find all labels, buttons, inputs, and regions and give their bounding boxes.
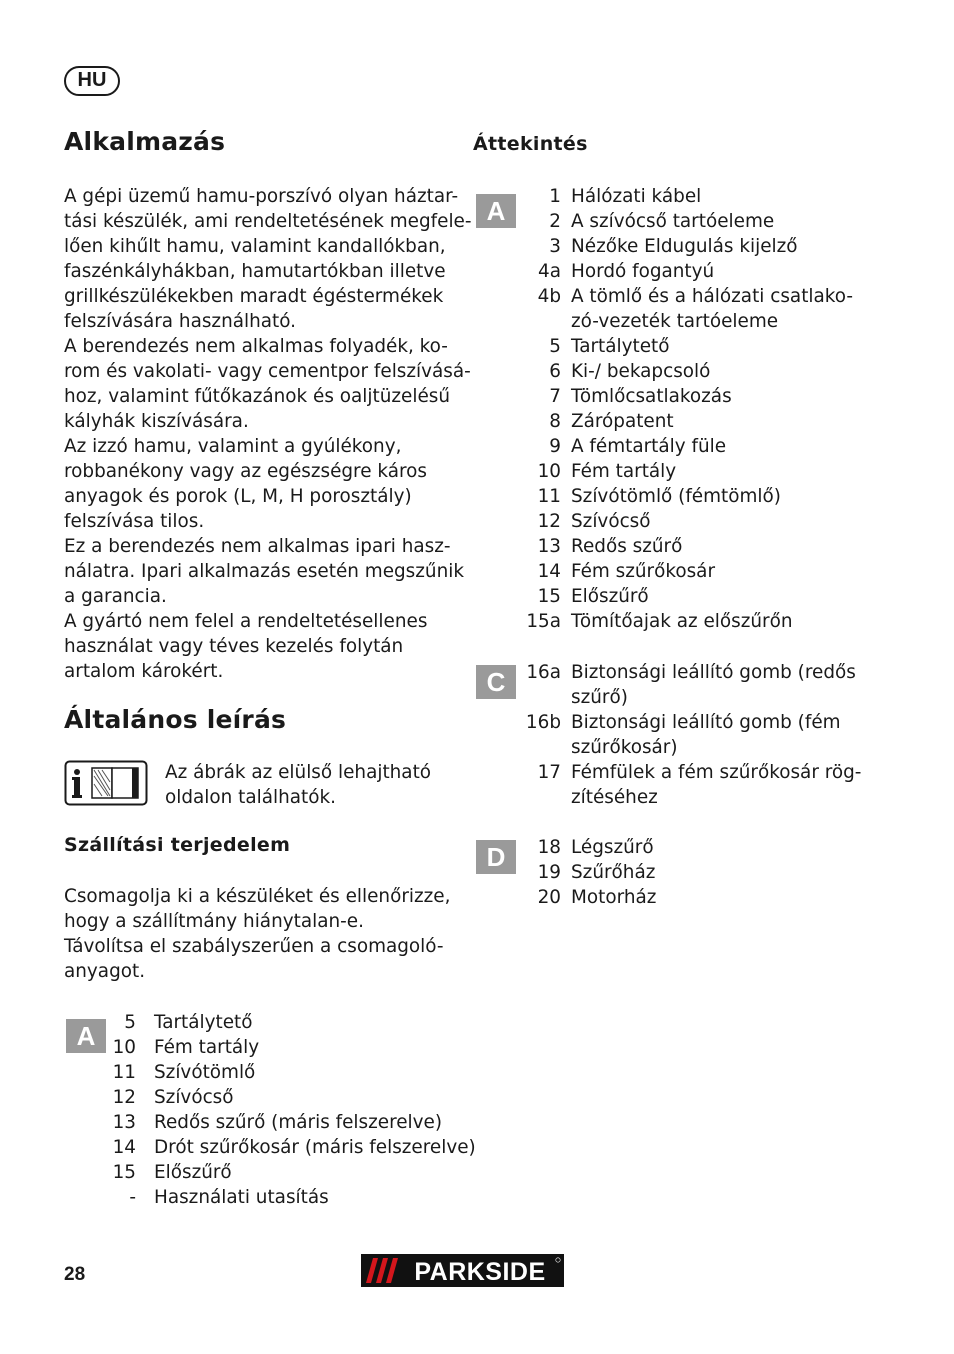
- info-note-line: Az ábrák az elülső lehajtható: [165, 762, 432, 783]
- item-label-continued: zítéséhez: [571, 787, 658, 808]
- heading-szallitasi-terjedelem: Szállítási terjedelem: [64, 834, 291, 856]
- text-line: anyagot.: [64, 961, 146, 982]
- item-number: 12: [112, 1087, 136, 1108]
- text-line: hoz, valamint fűtőkazánok és oaljtüzelésű: [64, 386, 451, 407]
- item-label: Előszűrő: [154, 1162, 232, 1183]
- text-line: A berendezés nem alkalmas folyadék, ko-: [64, 336, 448, 357]
- text-line: Csomagolja ki a készüléket és ellenőrizze,: [64, 886, 451, 907]
- text-line: rom és vakolati- vagy cementpor felszívásá-: [64, 361, 471, 382]
- item-label: Fém tartály: [571, 461, 677, 482]
- item-label: Fém szűrőkosár: [571, 561, 716, 582]
- item-number: 13: [537, 536, 561, 557]
- item-label-continued: szűrő): [571, 687, 628, 708]
- text-line: Távolítsa el szabályszerűen a csomagoló-: [64, 936, 444, 957]
- item-label: Szívótömlő (fémtömlő): [571, 486, 781, 507]
- list-item: [64, 1135, 476, 1160]
- heading-attekintes: Áttekintés: [473, 133, 588, 155]
- list-item: [473, 334, 893, 359]
- item-label: Redős szűrő: [571, 536, 683, 557]
- item-number: 17: [537, 762, 561, 783]
- item-number: 19: [537, 862, 561, 883]
- list-item: [473, 484, 893, 509]
- item-label: Biztonsági leállító gomb (redős: [571, 662, 856, 683]
- item-label: Motorház: [571, 887, 657, 908]
- overview-list-a: [473, 184, 893, 634]
- text-line: használat vagy téves kezelés folytán: [64, 636, 404, 657]
- list-item: [64, 1110, 464, 1135]
- list-item: [473, 409, 893, 434]
- text-line: robbanékony vagy az egészségre káros: [64, 461, 427, 482]
- figure-label-d: D: [476, 840, 516, 874]
- scope-list: [64, 1010, 476, 1210]
- list-item: [473, 434, 893, 459]
- item-number: 6: [549, 361, 561, 382]
- text-line: kályhák kiszívására.: [64, 411, 249, 432]
- item-label: Szűrőház: [571, 862, 656, 883]
- info-note-line: oldalon találhatók.: [165, 787, 337, 808]
- text-line: anyagok és porok (L, M, H porosztály): [64, 486, 412, 507]
- heading-altalanos-leiras: Általános leírás: [64, 705, 287, 734]
- text-line: A gépi üzemű hamu-porszívó olyan háztar-: [64, 186, 459, 207]
- overview-list-d: [473, 835, 893, 910]
- item-label: Biztonsági leállító gomb (fém: [571, 712, 841, 733]
- list-item: [64, 1085, 464, 1110]
- item-label: Drót szűrőkosár (máris felszerelve): [154, 1137, 476, 1158]
- item-label: Előszűrő: [571, 586, 649, 607]
- list-item: [473, 584, 893, 609]
- text-line: faszénkályhákban, hamutartókban illetve: [64, 261, 446, 282]
- info-note: [165, 760, 432, 810]
- item-number: 10: [537, 461, 561, 482]
- item-label: Légszűrő: [571, 837, 654, 858]
- list-item: [473, 359, 893, 384]
- list-item: [473, 209, 893, 234]
- list-item: [473, 559, 893, 584]
- item-number: 16a: [526, 662, 561, 683]
- heading-alkalmazas: Alkalmazás: [64, 127, 226, 156]
- figure-label-c: C: [476, 665, 516, 699]
- item-number: 16b: [525, 712, 561, 733]
- text-line: hogy a szállítmány hiánytalan-e.: [64, 911, 364, 932]
- list-item: [64, 1010, 464, 1035]
- item-label: Zárópatent: [571, 411, 674, 432]
- language-badge: HU: [64, 66, 120, 96]
- item-number: 3: [549, 236, 561, 257]
- text-line: Az izzó hamu, valamint a gyúlékony,: [64, 436, 402, 457]
- item-number: 5: [124, 1012, 136, 1033]
- item-label-continued: szűrőkosár): [571, 737, 678, 758]
- list-item: [473, 885, 893, 910]
- list-item: [473, 710, 893, 760]
- item-number: 4a: [538, 261, 561, 282]
- item-label: Tartálytető: [571, 336, 670, 357]
- item-number: 9: [549, 436, 561, 457]
- item-label: A fémtartály füle: [571, 436, 727, 457]
- info-book-icon: [64, 760, 148, 806]
- item-number: 10: [112, 1037, 136, 1058]
- text-line: Ez a berendezés nem alkalmas ipari hasz-: [64, 536, 451, 557]
- list-item: [64, 1035, 464, 1060]
- item-number: 15a: [526, 611, 561, 632]
- item-number: -: [129, 1187, 136, 1208]
- item-label: Tartálytető: [154, 1012, 253, 1033]
- item-number: 8: [549, 411, 561, 432]
- parkside-logo: [361, 1254, 564, 1287]
- item-label: Szívócső: [571, 511, 651, 532]
- item-label-continued: zó-vezeték tartóeleme: [571, 311, 779, 332]
- list-item: [473, 760, 893, 810]
- item-label: Ki-/ bekapcsoló: [571, 361, 711, 382]
- list-item: [473, 284, 893, 334]
- item-label: Redős szűrő (máris felszerelve): [154, 1112, 443, 1133]
- item-number: 1: [549, 186, 561, 207]
- text-line: lően kihűlt hamu, valamint kandallókban,: [64, 236, 446, 257]
- item-number: 5: [549, 336, 561, 357]
- item-label: Fémfülek a fém szűrőkosár rög-: [571, 762, 862, 783]
- text-line: a garancia.: [64, 586, 167, 607]
- list-item: [473, 234, 893, 259]
- text-line: artalom károkért.: [64, 661, 224, 682]
- item-label: Tömítőajak az előszűrőn: [571, 611, 793, 632]
- page-number: 28: [64, 1264, 86, 1285]
- list-item: [64, 1160, 464, 1185]
- item-number: 11: [537, 486, 561, 507]
- text-line: felszívása tilos.: [64, 511, 205, 532]
- item-number: 14: [112, 1137, 136, 1158]
- item-label: Használati utasítás: [154, 1187, 329, 1208]
- list-item: [64, 1060, 464, 1085]
- text-line: nálatra. Ipari alkalmazás esetén megszűnik: [64, 561, 464, 582]
- item-number: 18: [537, 837, 561, 858]
- usage-paragraph: [64, 184, 472, 684]
- item-number: 7: [549, 386, 561, 407]
- list-item: [473, 609, 893, 634]
- list-item: [473, 184, 893, 209]
- item-label: Szívócső: [154, 1087, 234, 1108]
- item-number: 2: [549, 211, 561, 232]
- list-item: [473, 459, 893, 484]
- figure-label-a: A: [476, 194, 516, 228]
- svg-text:PARKSIDE: PARKSIDE: [414, 1258, 546, 1286]
- list-item: [473, 660, 893, 710]
- list-item: [473, 835, 893, 860]
- text-line: A gyártó nem felel a rendeltetésellenes: [64, 611, 428, 632]
- list-item: [473, 860, 893, 885]
- item-label: Nézőke Eldugulás kijelző: [571, 236, 798, 257]
- item-number: 15: [112, 1162, 136, 1183]
- list-item: [473, 384, 893, 409]
- text-line: tási készülék, ami rendeltetésének megfele-: [64, 211, 472, 232]
- item-number: 20: [537, 887, 561, 908]
- item-label: Hálózati kábel: [571, 186, 702, 207]
- item-label: Szívótömlő: [154, 1062, 256, 1083]
- figure-label-a: A: [66, 1019, 106, 1053]
- overview-list-c: [473, 660, 893, 810]
- item-number: 14: [537, 561, 561, 582]
- list-item: [473, 509, 893, 534]
- item-label: Hordó fogantyú: [571, 261, 715, 282]
- item-label: A szívócső tartóeleme: [571, 211, 775, 232]
- item-label: Fém tartály: [154, 1037, 260, 1058]
- item-label: A tömlő és a hálózati csatlako-: [571, 286, 854, 307]
- item-number: 13: [112, 1112, 136, 1133]
- scope-paragraph: [64, 884, 454, 984]
- item-number: 4b: [537, 286, 561, 307]
- text-line: felszívására használható.: [64, 311, 297, 332]
- list-item: [64, 1185, 464, 1210]
- item-number: 11: [112, 1062, 136, 1083]
- item-number: 15: [537, 586, 561, 607]
- item-label: Tömlőcsatlakozás: [571, 386, 732, 407]
- item-number: 12: [537, 511, 561, 532]
- list-item: [473, 534, 893, 559]
- text-line: grillkészülékekben maradt égéstermékek: [64, 286, 444, 307]
- list-item: [473, 259, 893, 284]
